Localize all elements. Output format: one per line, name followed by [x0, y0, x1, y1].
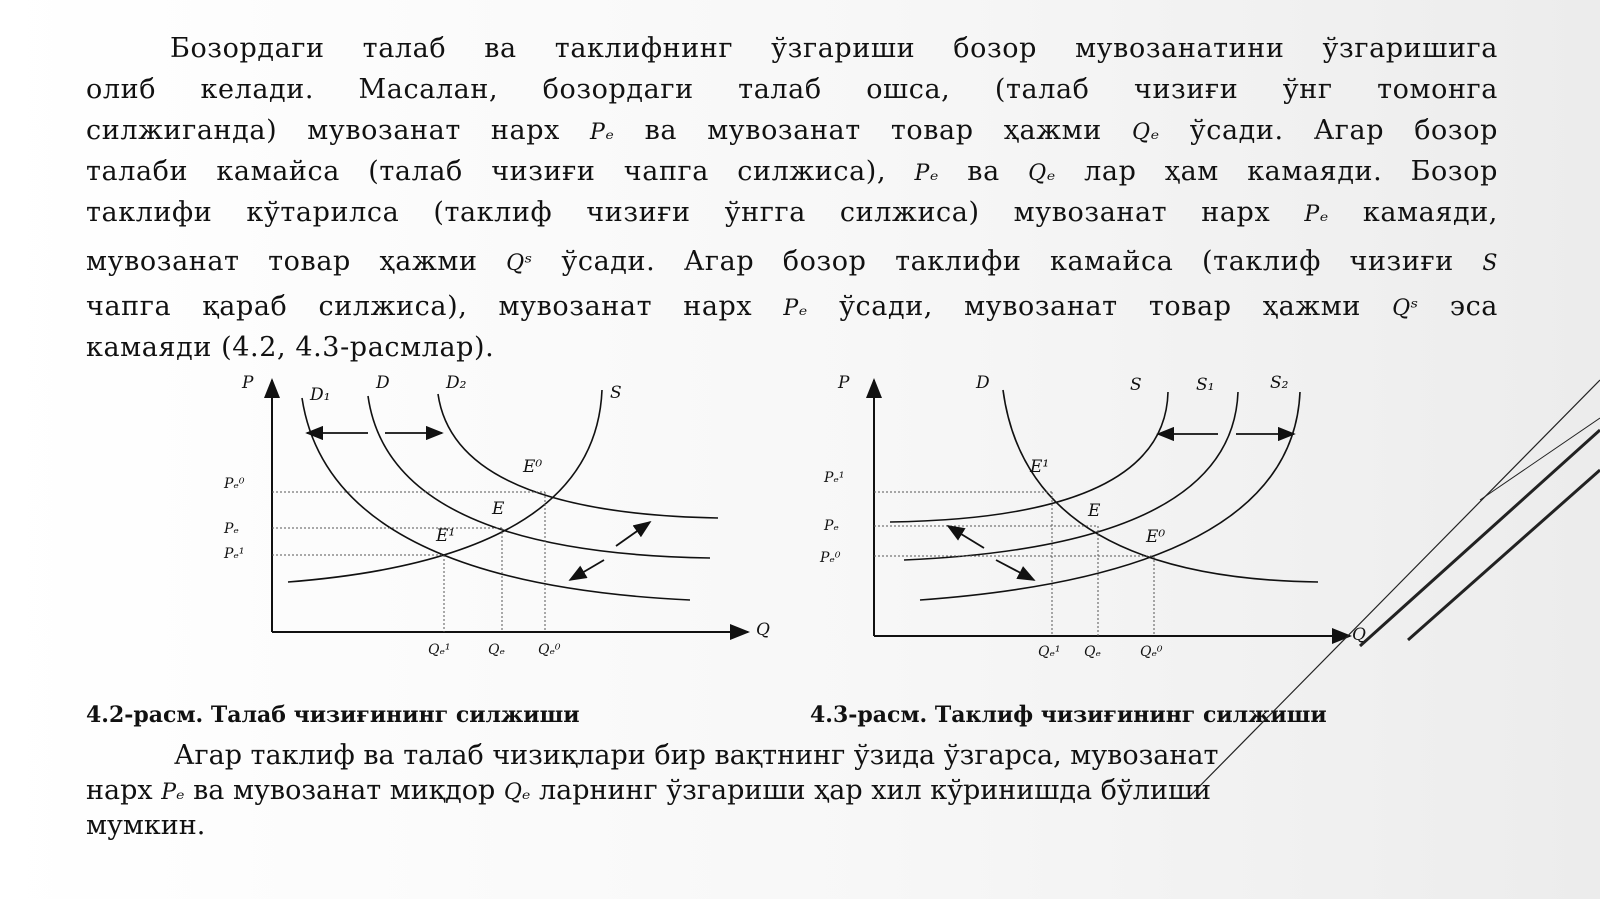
- s2-label: S₂: [1270, 373, 1289, 393]
- qty-e-label: Qₑ: [488, 642, 505, 658]
- qty-1-label: Qₑ¹: [1038, 644, 1061, 660]
- price-e0-label: Pₑ⁰: [224, 476, 245, 492]
- figure-supply-shift: [800, 368, 1380, 678]
- s-label: S: [610, 383, 622, 403]
- figure-demand-shift: [210, 368, 790, 678]
- paragraph-2-line: Агар таклиф ва талаб чизиқлари бир вақтнинг ўзида ўзгарса, мувозанат: [174, 740, 1219, 771]
- price-e0-label: Pₑ⁰: [820, 550, 841, 566]
- price-e-label: Pₑ: [224, 521, 239, 537]
- paragraph-1: [86, 28, 1498, 368]
- q-axis-label: Q: [1352, 625, 1366, 645]
- supply-curve-s1: [904, 392, 1238, 560]
- supply-curve-s: [890, 392, 1168, 522]
- paragraph-2-line: мумкин.: [86, 810, 206, 841]
- p-axis-label: P: [838, 373, 850, 393]
- paragraph-2: [86, 738, 1446, 843]
- supply-curve-s2: [920, 392, 1300, 600]
- s1-label: S₁: [1196, 375, 1215, 395]
- price-e-label: Pₑ: [824, 518, 839, 534]
- qty-1-label: Qₑ¹: [428, 642, 451, 658]
- price-e1-label: Pₑ¹: [224, 546, 245, 562]
- paragraph-1-line: Бозордаги талаб ва таклифнинг ўзгариши бозор мувозанатини ўзгаришига: [170, 33, 1498, 64]
- paragraph-1-line: таклифи кўтарилса (таклиф чизиғи ўнгга силжиса) мувозанат нарх Pₑ камаяди,: [86, 197, 1498, 228]
- qty-0-label: Qₑ⁰: [538, 642, 561, 658]
- point-e-label: E: [1088, 501, 1101, 521]
- point-e0-label: E⁰: [1146, 527, 1166, 547]
- paragraph-1-line: силжиганда) мувозанат нарх Pₑ ва мувозанат товар ҳажми Qₑ ўсади. Агар бозор: [86, 115, 1498, 146]
- qty-0-label: Qₑ⁰: [1140, 644, 1163, 660]
- d-label: D: [376, 373, 390, 393]
- paragraph-1-line: мувозанат товар ҳажми Qˢ ўсади. Агар бозор таклифи камайса (таклиф чизиғи S: [86, 246, 1499, 277]
- s-label: S: [1130, 375, 1142, 395]
- point-e1-label: E¹: [436, 526, 456, 546]
- point-e0-label: E⁰: [523, 457, 543, 477]
- price-e1-label: Pₑ¹: [824, 470, 845, 486]
- arrow-down-right: [996, 560, 1034, 580]
- demand-curve-d2: [438, 394, 718, 518]
- demand-curve-d: [368, 396, 710, 558]
- paragraph-2-line: нарх Pₑ ва мувозанат миқдор Qₑ ларнинг ўзгариши ҳар хил кўринишда бўлиши: [86, 775, 1212, 806]
- paragraph-1-line: камаяди (4.2, 4.3-расмлар).: [86, 332, 495, 363]
- caption-figure-4-3: 4.3-расм. Таклиф чизиғининг силжиши: [810, 702, 1327, 728]
- paragraph-1-line: талаби камайса (талаб чизиғи чапга силжиса), Pₑ ва Qₑ лар ҳам камаяди. Бозор: [86, 156, 1498, 187]
- d-label: D: [976, 373, 990, 393]
- d1-label: D₁: [310, 385, 331, 405]
- p-axis-label: P: [242, 373, 254, 393]
- caption-figure-4-2: 4.2-расм. Талаб чизиғининг силжиши: [86, 702, 580, 728]
- arrow-up-left: [948, 526, 984, 548]
- arrow-up-right: [616, 522, 650, 546]
- paragraph-1-line: чапга қараб силжиса), мувозанат нарх Pₑ ўсади, мувозанат товар ҳажми Qˢ эса: [86, 291, 1498, 322]
- d2-label: D₂: [446, 373, 467, 393]
- paragraph-1-line: олиб келади. Масалан, бозордаги талаб ошса, (талаб чизиғи ўнг томонга: [86, 74, 1498, 105]
- q-axis-label: Q: [756, 620, 770, 640]
- point-e-label: E: [492, 499, 505, 519]
- point-e1-label: E¹: [1030, 457, 1050, 477]
- arrow-down-left: [570, 560, 604, 580]
- qty-e-label: Qₑ: [1084, 644, 1101, 660]
